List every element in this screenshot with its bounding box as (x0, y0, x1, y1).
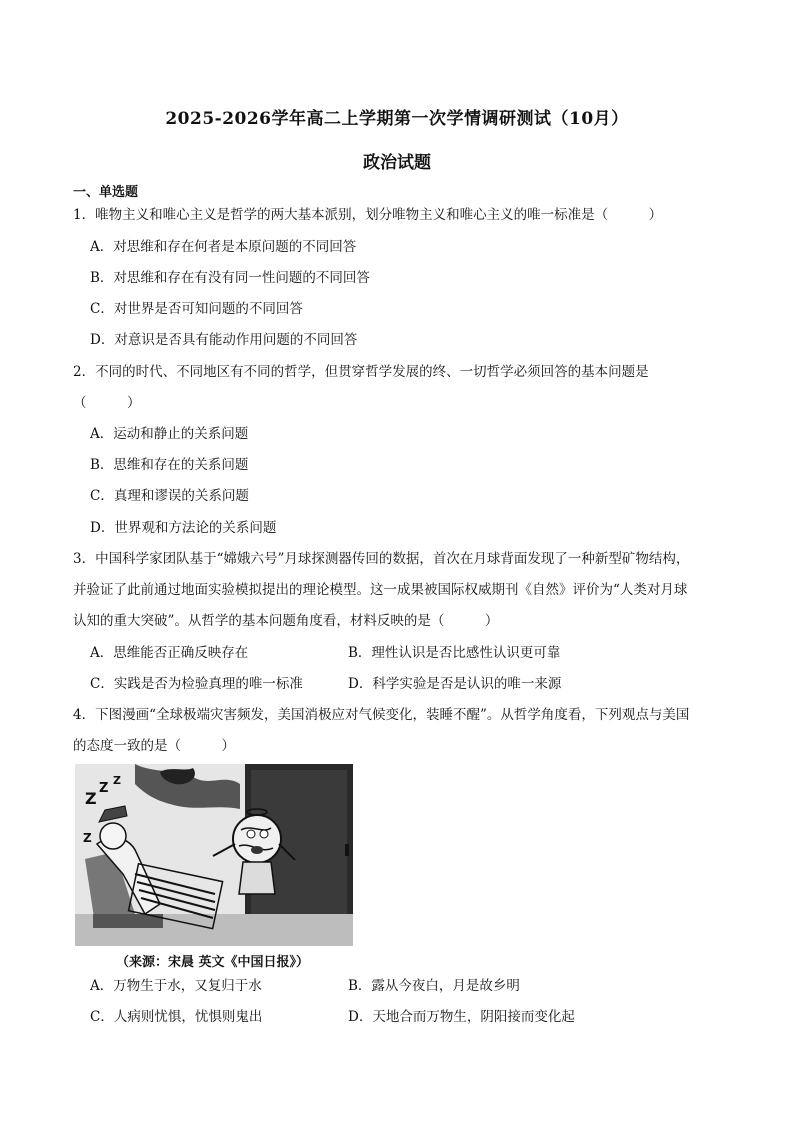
question-3-option-a: A．思维能否正确反映存在 (90, 645, 249, 661)
question-4-stem: 4．下图漫画“全球极端灾害频发，美国消极应对气候变化，装睡不醒”。从哲学角度看，下列观点与美国 (73, 707, 690, 723)
cartoon-caption: （来源：宋晨 英文《中国日报》） (116, 955, 310, 970)
question-4-option-c: C．人病则忧惧，忧惧则鬼出 (90, 1009, 263, 1025)
page-title: 2025-2026学年高二上学期第一次学情调研测试（10月） (165, 109, 629, 129)
question-4-option-d: D．天地合而万物生，阴阳接而变化起 (348, 1009, 575, 1025)
svg-text:Z: Z (99, 781, 109, 796)
question-1-option-d: D．对意识是否具有能动作用问题的不同回答 (90, 332, 358, 348)
svg-text:Z: Z (113, 774, 121, 787)
section-heading: 一、单选题 (73, 185, 139, 200)
question-3-option-c: C．实践是否为检验真理的唯一标准 (90, 676, 303, 692)
question-1-stem: 1．唯物主义和唯心主义是哲学的两大基本派别，划分唯物主义和唯心主义的唯一标准是（ ） (73, 207, 663, 223)
question-3-option-b: B．理性认识是否比感性认识更可靠 (348, 645, 561, 661)
question-3-stem: 3．中国科学家团队基于“嫦娥六号”月球探测器传回的数据，首次在月球背面发现了一种新型矿物结构， (73, 551, 690, 567)
cartoon-image (75, 764, 353, 946)
question-1-option-c: C．对世界是否可知问题的不同回答 (90, 301, 303, 317)
question-2-stem-line-2: （ ） (73, 395, 141, 411)
page-subtitle: 政治试题 (363, 153, 431, 173)
svg-text:Z: Z (83, 831, 92, 845)
question-3-stem-line-2: 并验证了此前通过地面实验模拟提出的理论模型。这一成果被国际权威期刊《自然》评价为“人类对月球 (73, 582, 688, 598)
question-3-stem-line-3: 认知的重大突破”。从哲学的基本问题角度看，材料反映的是（ ） (73, 613, 499, 629)
question-2-stem: 2．不同的时代、不同地区有不同的哲学，但贯穿哲学发展的终、一切哲学必须回答的基本问题是 (73, 364, 649, 380)
question-2-option-b: B．思维和存在的关系问题 (90, 457, 249, 473)
question-2-option-a: A．运动和静止的关系问题 (90, 426, 249, 442)
question-1-option-a: A．对思维和存在何者是本原问题的不同回答 (90, 239, 357, 255)
question-2-option-d: D．世界观和方法论的关系问题 (90, 520, 277, 536)
question-1-option-b: B．对思维和存在有没有同一性问题的不同回答 (90, 270, 370, 286)
svg-text:Z: Z (85, 789, 97, 808)
question-4-option-a: A．万物生于水，又复归于水 (90, 978, 262, 994)
question-2-option-c: C．真理和谬误的关系问题 (90, 488, 249, 504)
question-4-stem-line-2: 的态度一致的是（ ） (73, 738, 235, 754)
question-3-option-d: D．科学实验是否是认识的唯一来源 (348, 676, 562, 692)
question-4-option-b: B．露从今夜白，月是故乡明 (348, 978, 520, 994)
